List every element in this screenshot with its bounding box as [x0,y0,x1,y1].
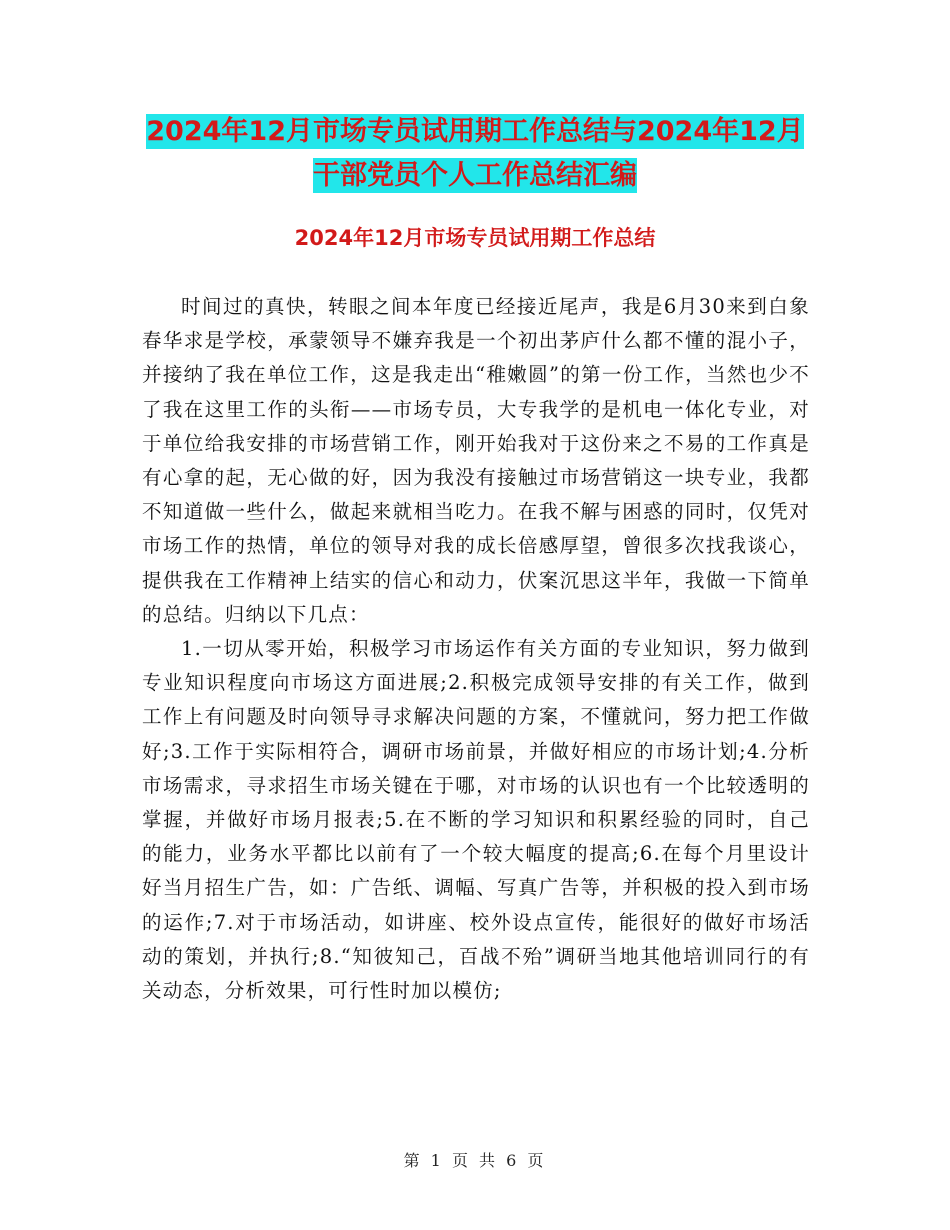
main-title-line-1 [0,110,950,154]
main-title-highlight-2: 干部党员个人工作总结汇编 [313,160,637,191]
paragraph-intro: 时间过的真快，转眼之间本年度已经接近尾声，我是6月30来到白象春华求是学校，承蒙领导不嫌弃我是一个初出茅庐什么都不懂的混小子，并接纳了我在单位工作，这是我走出“稚嫩圆”的第一份工作，当然也少不了我在这里工作的头衔——市场专员，大专我学的是机电一体化专业，对于单位给我安排的市场营销工作，刚开始我对于这份来之不易的工作真是有心拿的起，无心做的好，因为我没有接触过市场营销这一块专业，我都不知道做一些什么，做起来就相当吃力。在我不解与困惑的同时，仅凭对市场工作的热情，单位的领导对我的成长倍感厚望，曾很多次找我谈心，提供我在工作精神上结实的信心和动力，伏案沉思这半年，我做一下简单的总结。归纳以下几点： [142,295,810,626]
section-title: 2024年12月市场专员试用期工作总结 [294,226,656,250]
main-title-line-2 [0,154,950,198]
main-title-highlight-1: 2024年12月市场专员试用期工作总结与2024年12月 [146,116,804,147]
body-text [142,290,810,1008]
main-title [0,110,950,198]
paragraph-points: 1.一切从零开始，积极学习市场运作有关方面的专业知识，努力做到专业知识程度向市场这方面进展;2.积极完成领导安排的有关工作，做到工作上有问题及时向领导寻求解决问题的方案，不懂就问，努力把工作做好;3.工作于实际相符合，调研市场前景，并做好相应的市场计划;4.分析市场需求，寻求招生市场关键在于哪，对市场的认识也有一个比较透明的掌握，并做好市场月报表;5.在不断的学习知识和积累经验的同时，自己的能力，业务水平都比以前有了一个较大幅度的提高;6.在每个月里设计好当月招生广告，如：广告纸、调幅、写真广告等，并积极的投入到市场的运作;7.对于市场活动，如讲座、校外设点宣传，能很好的做好市场活动的策划，并执行;8.“知彼知己，百战不殆”调研当地其他培训同行的有关动态，分析效果，可行性时加以模仿; [142,637,810,1003]
page-footer: 第 1 页 共 6 页 [403,1151,547,1170]
